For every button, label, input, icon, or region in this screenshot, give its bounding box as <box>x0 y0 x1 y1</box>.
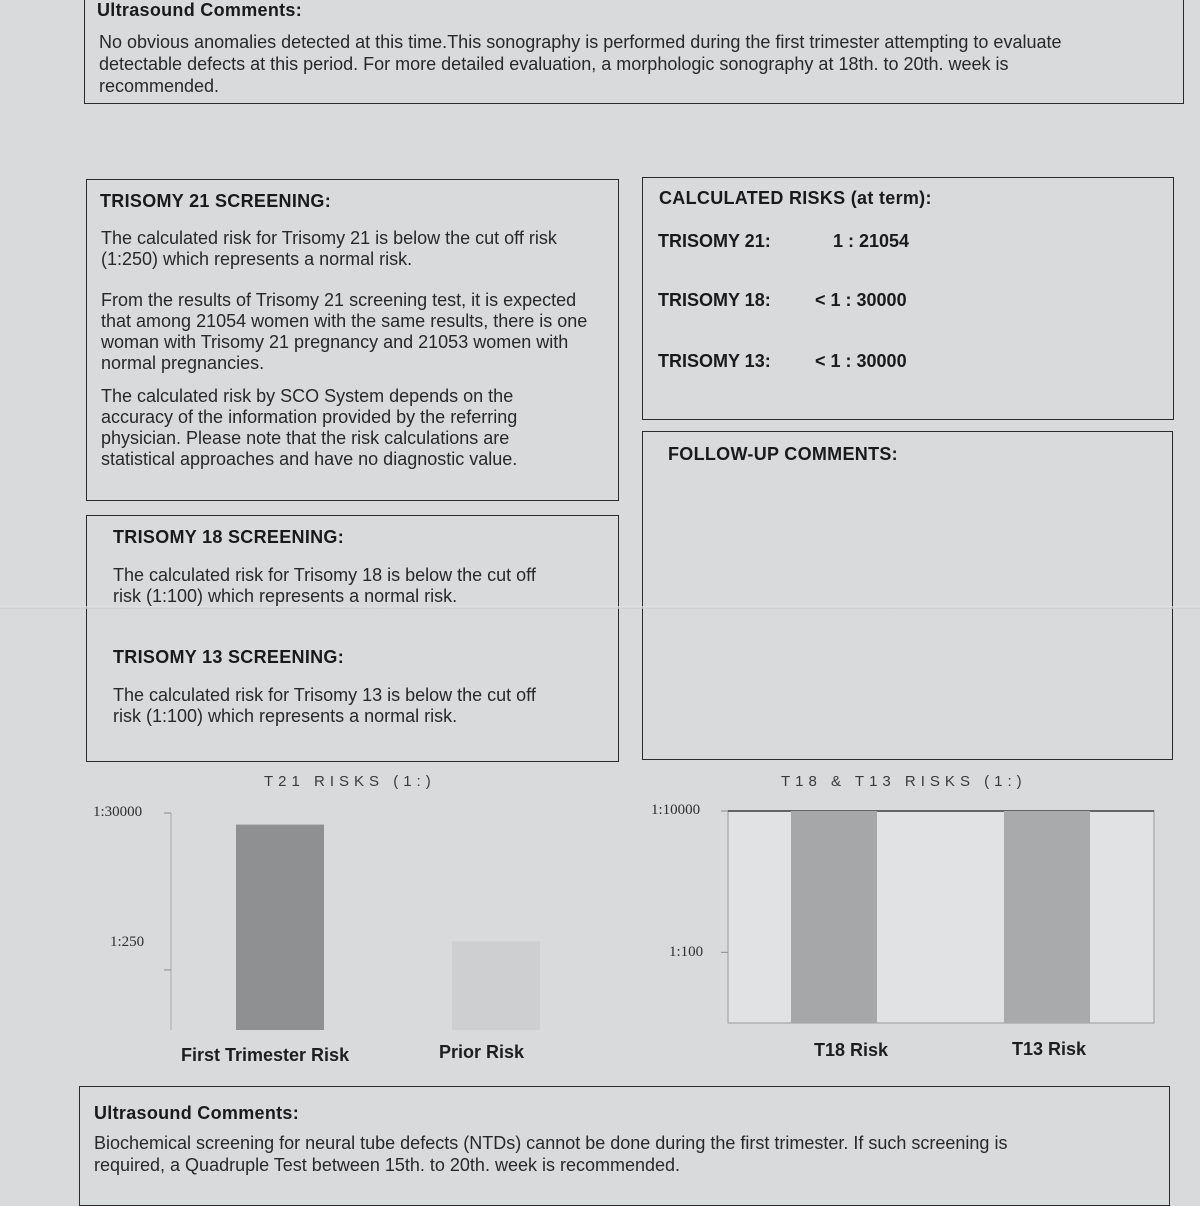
sco-system-disclaimer-paragraph: The calculated risk by SCO System depends on the accuracy of the information provided by the referring physician. Please note that the risk calculations are statistical approaches and have no diagnostic value. <box>101 386 518 469</box>
t18-t13-ytick-top: 1:10000 <box>651 802 701 818</box>
trisomy-18-screening-title: TRISOMY 18 SCREENING: <box>113 527 345 547</box>
top-ultrasound-comments-line-2: detectable defects at this period. For more detailed evaluation, a morphologic sonography at 18th. to 20th. week is <box>99 54 1009 74</box>
risk-label-trisomy-13: TRISOMY 13: <box>658 351 771 371</box>
risk-label-trisomy-18: TRISOMY 18: <box>658 290 771 310</box>
trisomy-13-risk-paragraph: The calculated risk for Trisomy 13 is below the cut off risk (1:100) which represents a normal risk. <box>113 685 536 726</box>
risk-value-trisomy-18: < 1 : 30000 <box>815 290 907 310</box>
trisomy-21-interpretation-paragraph: From the results of Trisomy 21 screening test, it is expected that among 21054 women with the same results, there is one woman with Trisomy 21 pregnancy and 21053 women with normal pregnancies. <box>101 290 588 373</box>
t21-ytick-top: 1:30000 <box>93 804 143 820</box>
top-ultrasound-comments-line-3: recommended. <box>99 76 220 96</box>
t21-bar-prior-risk <box>452 941 540 1030</box>
t21-risks-chart <box>80 765 620 1075</box>
t21-category-prior-risk: Prior Risk <box>439 1042 525 1062</box>
t13-category-label: T13 Risk <box>1012 1039 1087 1059</box>
bottom-ultrasound-comments-title: Ultrasound Comments: <box>94 1103 300 1123</box>
t18-t13-chart-title: T18 & T13 RISKS (1:) <box>781 773 1027 790</box>
t21-chart-plot <box>80 765 620 1075</box>
follow-up-comments-title: FOLLOW-UP COMMENTS: <box>668 444 898 464</box>
trisomy-21-risk-paragraph: The calculated risk for Trisomy 21 is below the cut off risk (1:250) which represents a normal risk. <box>101 228 557 269</box>
risk-label-trisomy-21: TRISOMY 21: <box>658 231 771 251</box>
paper-fold-line <box>0 606 1200 609</box>
t18-t13-chart-plot <box>640 765 1180 1075</box>
t18-t13-bar-t18-risk <box>791 811 877 1023</box>
calculated-risks-box <box>642 177 1174 420</box>
t21-bar-first-trimester-risk <box>236 825 324 1030</box>
risk-value-trisomy-13: < 1 : 30000 <box>815 351 907 371</box>
t21-chart-title: T21 RISKS (1:) <box>264 773 436 790</box>
trisomy-21-screening-box <box>86 179 619 501</box>
top-ultrasound-comments-title: Ultrasound Comments: <box>97 0 303 20</box>
top-ultrasound-comments-box <box>84 0 1184 104</box>
calculated-risks-title: CALCULATED RISKS (at term): <box>659 188 932 208</box>
t21-ytick-cutoff: 1:250 <box>110 934 145 950</box>
t21-category-first-trimester: First Trimester Risk <box>181 1045 350 1065</box>
bottom-ultrasound-comments-line-2: required, a Quadruple Test between 15th. to 20th. week is recommended. <box>94 1155 681 1175</box>
risk-value-trisomy-21: 1 : 21054 <box>833 231 910 251</box>
t18-t13-ytick-cutoff: 1:100 <box>669 944 704 960</box>
t18-t13-bar-t13-risk <box>1004 811 1090 1023</box>
top-ultrasound-comments-line-1: No obvious anomalies detected at this time.This sonography is performed during the first trimester attempting to evaluate <box>99 32 1062 52</box>
trisomy-13-screening-title: TRISOMY 13 SCREENING: <box>113 647 345 667</box>
trisomy-21-screening-title: TRISOMY 21 SCREENING: <box>100 191 332 211</box>
follow-up-comments-box <box>642 431 1173 760</box>
bottom-ultrasound-comments-box <box>79 1086 1170 1206</box>
t18-category-label: T18 Risk <box>814 1040 889 1060</box>
bottom-ultrasound-comments-line-1: Biochemical screening for neural tube defects (NTDs) cannot be done during the first trimester. If such screening is <box>94 1133 1008 1153</box>
trisomy-18-13-screening-box <box>86 515 619 762</box>
t18-t13-risks-chart <box>640 765 1180 1075</box>
trisomy-18-risk-paragraph: The calculated risk for Trisomy 18 is below the cut off risk (1:100) which represents a normal risk. <box>113 565 536 606</box>
